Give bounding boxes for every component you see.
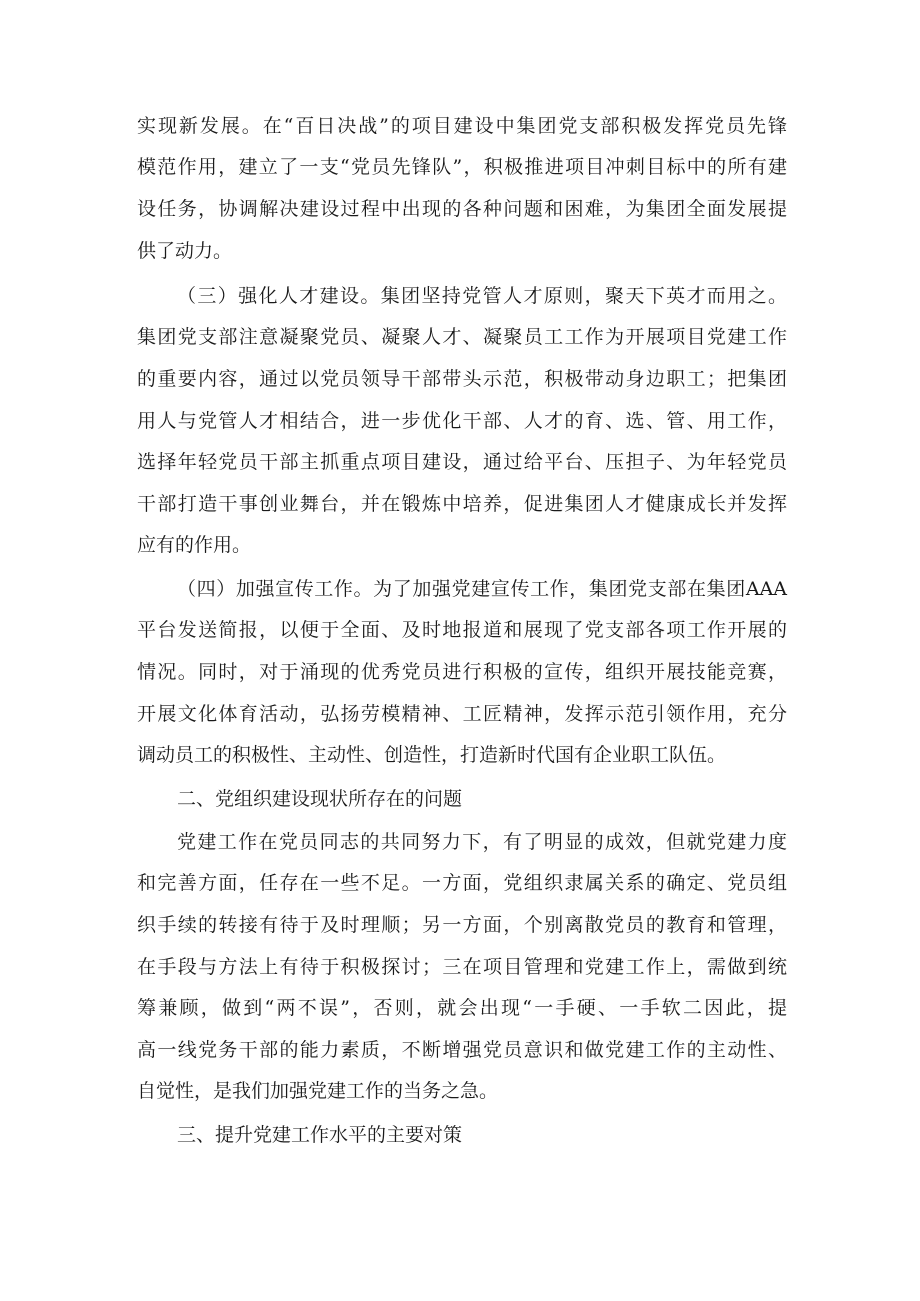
text-line: 织手续的转接有待于及时理顺；另一方面，个别离散党员的教育和管理， [137, 914, 787, 936]
section-heading: 三、提升党建工作水平的主要对策 [177, 1124, 463, 1146]
text-line: （四）加强宣传工作。为了加强党建宣传工作，集团党支部在集团AAA [177, 578, 787, 600]
text-line: 平台发送简报，以便于全面、及时地报道和展现了党支部各项工作开展的 [137, 619, 787, 641]
text-line: 在手段与方法上有待于积极探讨；三在项目管理和党建工作上，需做到统 [137, 956, 787, 978]
text-line: 实现新发展。在“百日决战”的项目建设中集团党支部积极发挥党员先锋 [137, 115, 787, 137]
text-line: 供了动力。 [137, 240, 233, 262]
text-line: 设任务，协调解决建设过程中出现的各种问题和困难，为集团全面发展提 [137, 198, 787, 220]
text-line: 用人与党管人才相结合，进一步优化干部、人才的育、选、管、用工作， [137, 410, 787, 432]
text-line: 自觉性，是我们加强党建工作的当务之急。 [137, 1080, 499, 1102]
text-line: （三）强化人才建设。集团坚持党管人才原则，聚天下英才而用之。 [177, 285, 787, 307]
text-line: 选择年轻党员干部主抓重点项目建设，通过给平台、压担子、为年轻党员 [137, 451, 787, 473]
text-line: 情况。同时，对于涌现的优秀党员进行积极的宣传，组织开展技能竞赛， [137, 661, 787, 683]
text-line: 的重要内容，通过以党员领导干部带头示范，积极带动身边职工；把集团 [137, 368, 787, 390]
text-line: 和完善方面，任存在一些不足。一方面，党组织隶属关系的确定、党员组 [137, 872, 787, 894]
text-line: 集团党支部注意凝聚党员、凝聚人才、凝聚员工工作为开展项目党建工作 [137, 326, 787, 348]
text-line: 调动员工的积极性、主动性、创造性，打造新时代国有企业职工队伍。 [137, 744, 727, 766]
text-line: 开展文化体育活动，弘扬劳模精神、工匠精神，发挥示范引领作用，充分 [137, 703, 787, 725]
text-line: 高一线党务干部的能力素质，不断增强党员意识和做党建工作的主动性、 [137, 1039, 787, 1061]
text-line: 筹兼顾，做到“两不误”，否则，就会出现“一手硬、一手软二因此，提 [137, 997, 787, 1019]
text-line: 干部打造干事创业舞台，并在锻炼中培养，促进集团人才健康成长并发挥 [137, 493, 787, 515]
text-line: 党建工作在党员同志的共同努力下，有了明显的成效，但就党建力度 [177, 831, 787, 853]
text-line: 应有的作用。 [137, 534, 252, 556]
text-line: 模范作用，建立了一支“党员先锋队”，积极推进项目冲刺目标中的所有建 [137, 156, 787, 178]
section-heading: 二、党组织建设现状所存在的问题 [177, 788, 463, 810]
